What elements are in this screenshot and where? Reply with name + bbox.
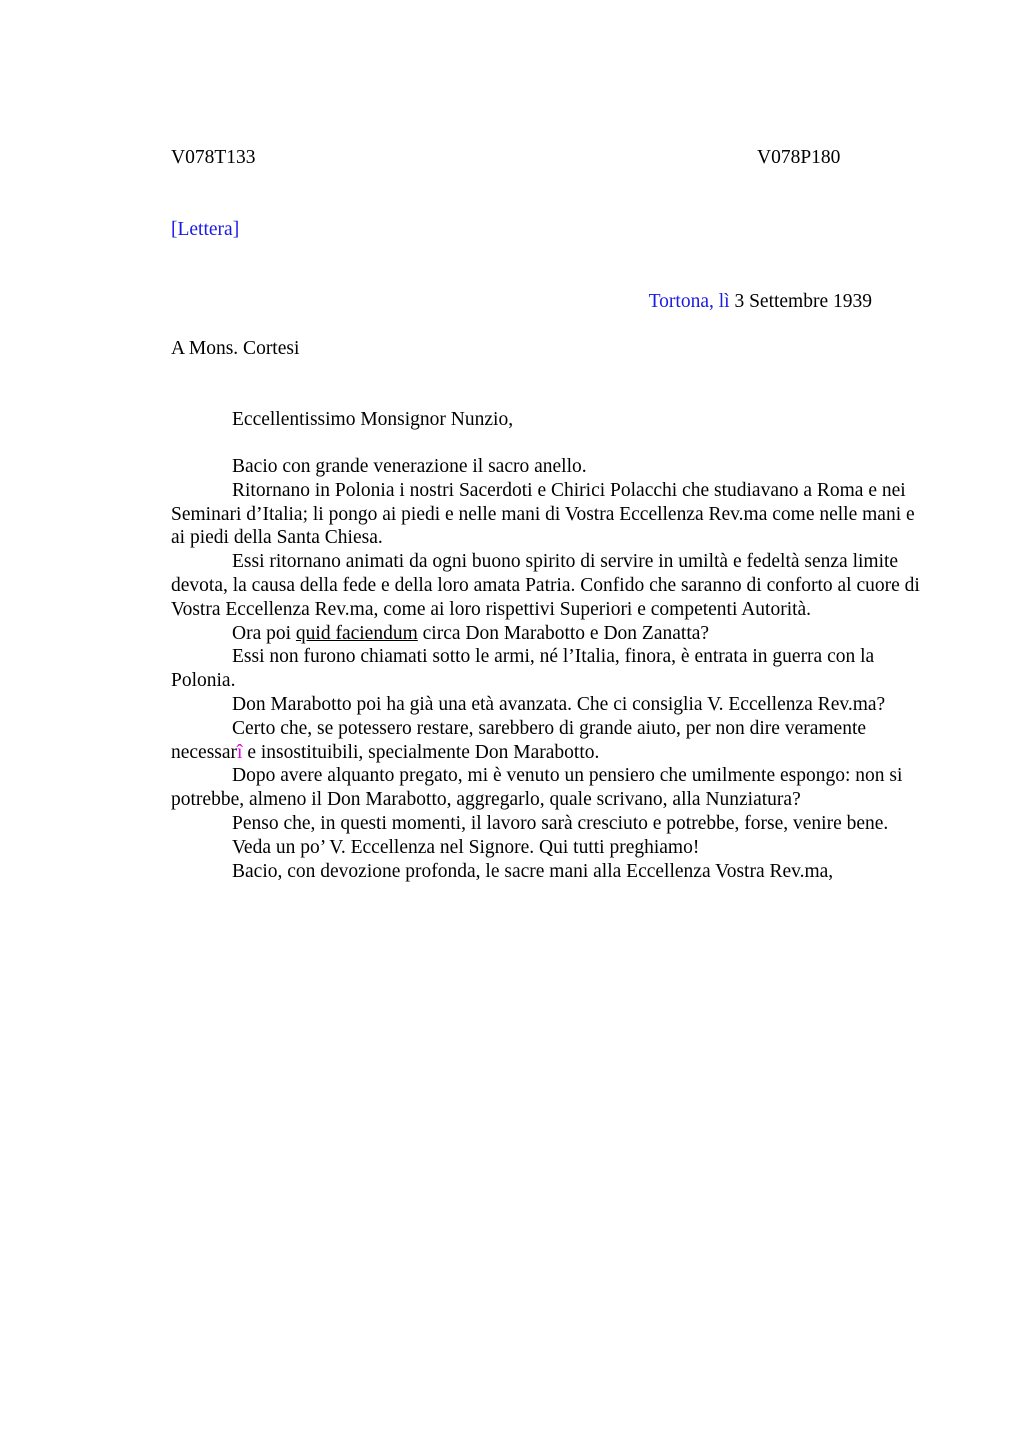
salutation: Eccellentissimo Monsignor Nunzio, <box>232 409 514 430</box>
paragraph-2: Ritornano in Polonia i nostri Sacerdoti e Chirici Polacchi che studiavano a Roma e nei Seminari d’Italia; li pongo ai piedi e nelle mani di Vostra Eccellenza Rev.ma come nelle mani e ai piedi della Santa Chiesa. <box>171 479 915 549</box>
paragraph-3: Essi ritornano animati da ogni buono spirito di servire in umiltà e fedeltà senza limite devota, la causa della fede e della loro amata Patria. Confido che saranno di conforto al cuore di Vostra Eccellenza Rev.ma, come ai loro rispettivi Superiori e competenti Autorità. <box>171 551 920 620</box>
document-type-label: [Lettera] <box>171 219 240 240</box>
dateline <box>649 289 872 315</box>
recipient-line: A Mons. Cortesi <box>171 338 300 359</box>
paragraph-1: Bacio con grande venerazione il sacro anello. <box>232 456 587 477</box>
paragraph-8: Dopo avere alquanto pregato, mi è venuto un pensiero che umilmente espongo: non si potrebbe, almeno il Don Marabotto, aggregarlo, quale scrivano, alla Nunziatura? <box>171 765 903 811</box>
paragraph-7-before: Certo che, se potessero restare, sarebbero di grande aiuto, per non dire veramente necessar <box>171 717 867 763</box>
paragraph-7 <box>171 717 927 765</box>
dateline-place: Tortona, lì <box>648 291 730 312</box>
document-code-right: V078P180 <box>757 147 841 168</box>
paragraph-4-after: circa Don Marabotto e Don Zanatta? <box>417 622 710 644</box>
underlined-phrase: quid faciendum <box>295 622 418 644</box>
paragraph-9: Penso che, in questi momenti, il lavoro sarà cresciuto e potrebbe, forse, venire bene. <box>232 812 889 834</box>
paragraph-5: Essi non furono chiamati sotto le armi, né l’Italia, finora, è entrata in guerra con la Polonia. <box>171 646 875 692</box>
paragraph-7-after: e insostituibili, specialmente Don Marabotto. <box>242 741 600 763</box>
dateline-date: 3 Settembre 1939 <box>729 291 872 312</box>
paragraph-10: Veda un po’ V. Eccellenza nel Signore. Qui tutti preghiamo! <box>232 836 700 858</box>
paragraph-11: Bacio, con devozione profonda, le sacre mani alla Eccellenza Vostra Rev.ma, <box>232 860 834 882</box>
letter-body <box>171 455 927 883</box>
paragraph-4-before: Ora poi <box>232 622 296 644</box>
paragraph-6: Don Marabotto poi ha già una età avanzata. Che ci consiglia V. Eccellenza Rev.ma? <box>232 693 886 715</box>
highlighted-character: î <box>237 741 243 763</box>
paragraph-4 <box>171 622 927 646</box>
document-code-left: V078T133 <box>171 147 256 168</box>
